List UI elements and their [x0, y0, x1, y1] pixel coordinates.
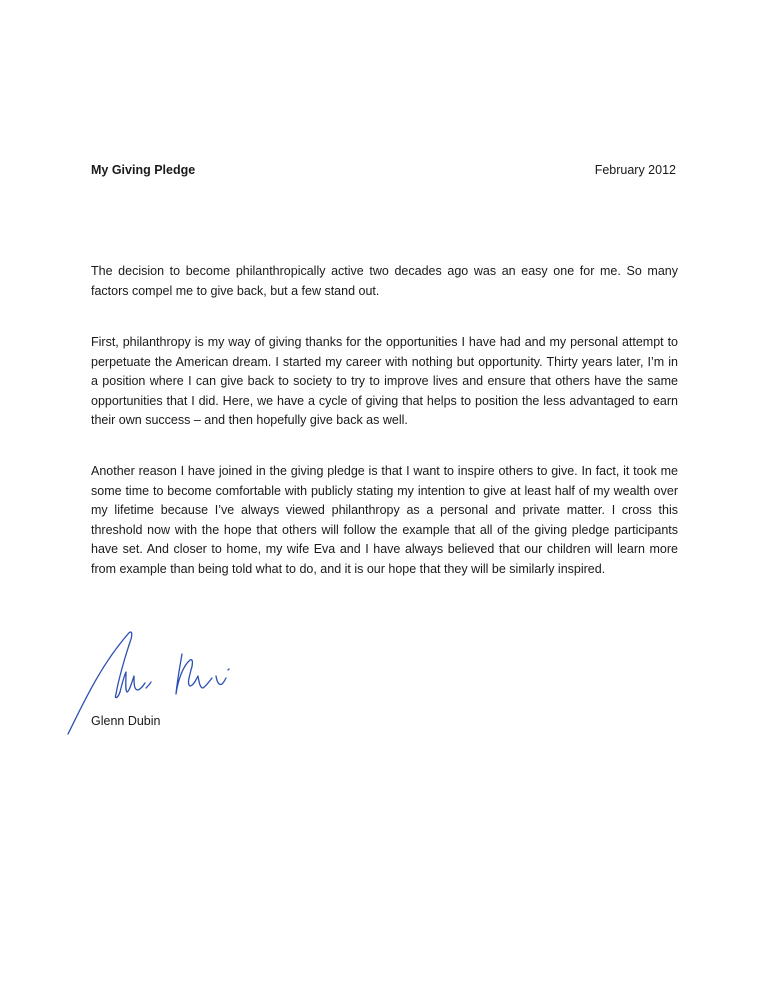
- letter-date: February 2012: [594, 163, 676, 177]
- letter-title: My Giving Pledge: [91, 163, 196, 177]
- paragraph-first-reason: First, philanthropy is my way of giving thanks for the opportunities I have had and my personal attempt to perpetuate the American dream. I started my career with nothing but opportunity. Thirty years later, I’m in a position where I can give back to society to try to improve lives and ensure that others have the same opportunities that I did. Here, we have a cycle of giving that helps to position the less advantaged to earn their own success – and then hopefully give back as well.: [91, 335, 678, 428]
- signer-name: Glenn Dubin: [91, 714, 161, 728]
- paragraph-second-reason: Another reason I have joined in the giving pledge is that I want to inspire others to give. In fact, it took me some time to become comfortable with publicly stating my intention to give at least half of my wealth over my lifetime because I’ve always viewed philanthropy as a personal and private matter. I cross this threshold now with the hope that others will follow the example that all of the giving pledge participants have set. And closer to home, my wife Eva and I have always believed that our children will learn more from example than being told what to do, and it is our hope that they will be similarly inspired.: [91, 464, 678, 576]
- paragraph-intro: The decision to become philanthropically active two decades ago was an easy one for me. So many factors compel me to give back, but a few stand out.: [91, 264, 678, 298]
